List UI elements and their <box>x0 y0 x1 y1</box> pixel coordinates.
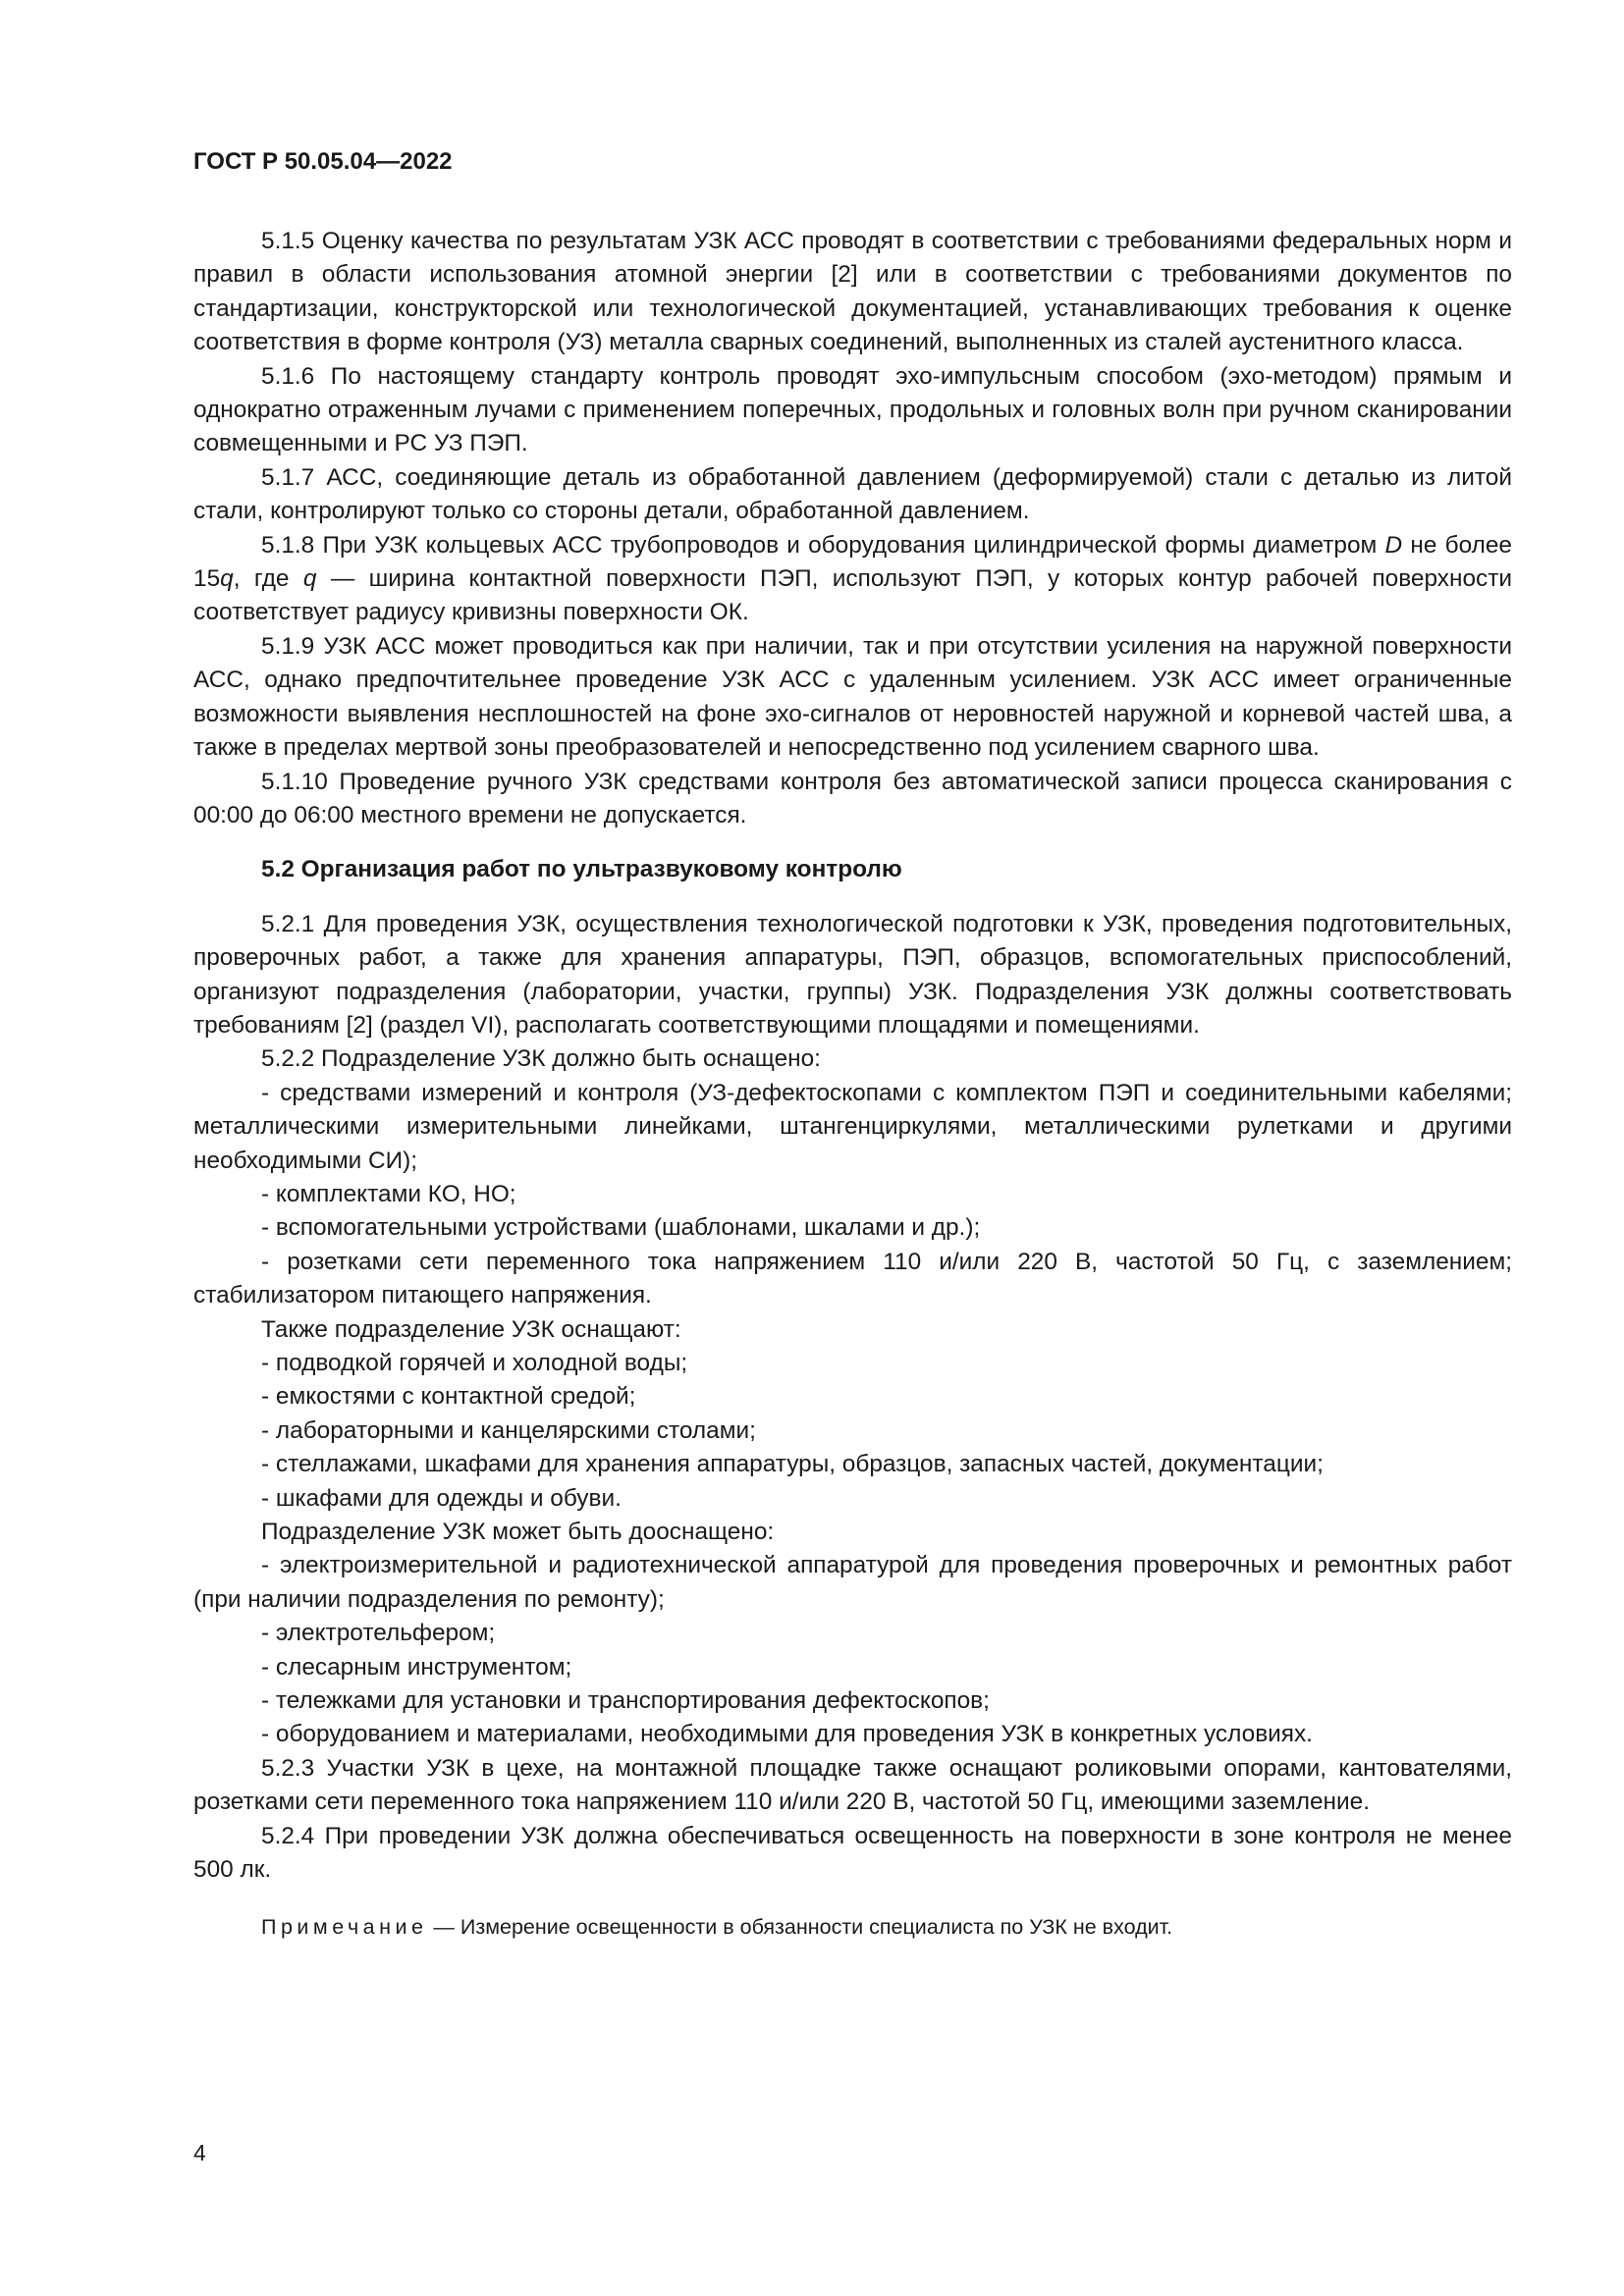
list-item: - вспомогательными устройствами (шаблонами, шкалами и др.); <box>261 1214 981 1242</box>
list-item: - оборудованием и материалами, необходимыми для проведения УЗК в конкретных условиях. <box>261 1721 1313 1748</box>
list-item: - подводкой горячей и холодной воды; <box>261 1350 688 1376</box>
section-heading-5-2: 5.2 Организация работ по ультразвуковому контролю <box>261 856 902 883</box>
paragraph-5-1-6: 5.1.6 По настоящему стандарту контроль проводят эхо-импульсным способом (эхо-методом) прямым и однократно отраженным лучами с применением поперечных, продольных и головных волн при ручном сканировании совмещенными и РС УЗ ПЭП. <box>193 362 1512 457</box>
list-item: - электроизмерительной и радиотехнической аппаратурой для проведения проверочных и ремонтных работ (при наличии подразделения по ремонту); <box>193 1552 1512 1613</box>
list-item: - комплектами КО, НО; <box>261 1180 516 1207</box>
paragraph-5-1-10: 5.1.10 Проведение ручного УЗК средствами контроля без автоматической записи процесса сканирования с 00:00 до 06:00 местного времени не допускается. <box>193 768 1512 828</box>
list-item: - стеллажами, шкафами для хранения аппаратуры, образцов, запасных частей, документации; <box>261 1451 1324 1478</box>
document-header: ГОСТ Р 50.05.04—2022 <box>193 148 453 175</box>
extra-equipment-intro: Подразделение УЗК может быть дооснащено: <box>261 1519 775 1546</box>
note-label: Примечание <box>261 1914 428 1939</box>
variable-q: q <box>220 565 234 593</box>
note-text: — Измерение освещенности в обязанности специалиста по УЗК не входит. <box>427 1914 1173 1939</box>
text-run: не более 15 <box>193 531 1512 593</box>
list-item: - средствами измерений и контроля (УЗ-дефектоскопами с комплектом ПЭП и соединительными кабелями; металлическими измерительными линейками, штангенциркулями, металлическими рулетками и другими необходимыми СИ); <box>193 1079 1512 1174</box>
paragraph-5-2-4: 5.2.4 При проведении УЗК должна обеспечиваться освещенность на поверхности в зоне контроля не менее 500 лк. <box>193 1822 1512 1884</box>
note <box>193 1912 1512 1942</box>
list-item: - розетками сети переменного тока напряжением 110 и/или 220 В, частотой 50 Гц, с заземлением; стабилизатором питающего напряжения. <box>193 1248 1512 1309</box>
paragraph-5-2-3: 5.2.3 Участки УЗК в цехе, на монтажной площадке также оснащают роликовыми опорами, кантователями, розетками сети переменного тока напряжением 110 и/или 220 В, частотой 50 Гц, имеющими заземление. <box>193 1754 1512 1816</box>
paragraph-5-1-9: 5.1.9 УЗК АСС может проводиться как при наличии, так и при отсутствии усиления на наружной поверхности АСС, однако предпочтительнее проведение УЗК АСС с удаленным усилением. УЗК АСС имеет ограниченные возможности выявления несплошностей на фоне эхо-сигналов от неровностей наружной и корневой частей шва, а также в пределах мертвой зоны преобразователей и непосредственно под усилением сварного шва. <box>193 632 1512 762</box>
text-run: — ширина контактной поверхности ПЭП, используют ПЭП, у которых контур рабочей поверхности соответствует радиусу кривизны поверхности ОК. <box>193 565 1513 626</box>
paragraph-5-2-1: 5.2.1 Для проведения УЗК, осуществления технологической подготовки к УЗК, проведения подготовительных, проверочных работ, а также для хранения аппаратуры, ПЭП, образцов, вспомогательных приспособлений, организуют подразделения (лаборатории, участки, группы) УЗК. Подразделения УЗК должны соответствовать требованиям [2] (раздел VI), располагать соответствующими площадями и помещениями. <box>193 910 1512 1039</box>
variable-q: q <box>302 565 317 593</box>
paragraph-5-1-5: 5.1.5 Оценку качества по результатам УЗК АСС проводят в соответствии с требованиями федеральных норм и правил в области использования атомной энергии [2] или в соответствии с требованиями документов по стандартизации, конструкторской или технологической документацией, устанавливающих требования к оценке соответствия в форме контроля (УЗ) металла сварных соединений, выполненных из сталей аустенитного класса. <box>193 228 1512 356</box>
variable-d: D <box>1384 531 1403 559</box>
paragraph-5-1-8 <box>193 529 1512 630</box>
text-run: , где <box>233 565 303 593</box>
list-item: - слесарным инструментом; <box>261 1653 572 1681</box>
list-item: - тележками для установки и транспортирования дефектоскопов; <box>261 1687 990 1715</box>
text-run: 5.1.8 При УЗК кольцевых АСС трубопроводов и оборудования цилиндрической формы диаметром <box>261 531 1385 559</box>
list-item: - емкостями с контактной средой; <box>261 1383 636 1411</box>
page-number: 4 <box>193 2140 206 2165</box>
list-item: - шкафами для одежды и обуви. <box>261 1484 622 1512</box>
paragraph-5-2-2: 5.2.2 Подразделение УЗК должно быть оснащено: <box>261 1045 821 1073</box>
list-item: - электротельфером; <box>261 1620 496 1647</box>
paragraph-5-1-7: 5.1.7 АСС, соединяющие деталь из обработанной давлением (деформируемой) стали с деталью из литой стали, контролируют только со стороны детали, обработанной давлением. <box>193 463 1512 525</box>
document-body <box>193 225 1512 1942</box>
also-equipped-intro: Также подразделение УЗК оснащают: <box>261 1315 681 1343</box>
list-item: - лабораторными и канцелярскими столами; <box>261 1416 756 1444</box>
